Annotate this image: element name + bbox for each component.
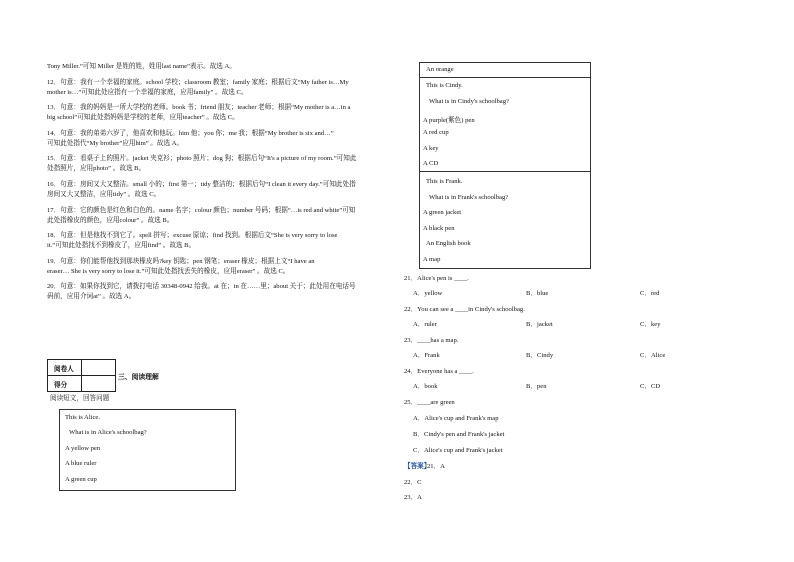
score-label: 得分 [48,376,82,392]
question-option: A．Frank [413,352,440,359]
frank-line: A map [423,256,441,263]
explanation-line: mother is…”可知此处应指有一个幸福的家庭，应用family” 。故选 C。 [47,88,248,96]
answer-line: 23．A [404,494,422,501]
question-option: B．Cindy's pen and Frank's jacket [413,431,505,438]
explanation-line: Tony Miller.”可知 Miller 是姓的姓，姓用last name”表示。故选 A。 [47,63,236,70]
explanation-paragraph [47,78,392,98]
explanation-paragraph [47,129,392,149]
explanation-line: 18．句意：但是他找不到它了。spell 拼写；excuse 原谅；find 找到。根据后文“She is very sorry to lose [47,232,338,240]
reviewer-label: 阅卷人 [48,360,82,376]
explanation-line: it.”可知此处指找不到橡皮了，应用find” 。故选 B。 [47,242,196,250]
box-divider [420,77,590,78]
answer-line: 21．A [427,463,445,470]
explanation-line: eraser… She is very sorry to lose it.”可知此处指找丢失的橡皮，应用eraser” 。故选 C。 [47,267,290,275]
explanation-line: 19．句意：你们能帮他找到那块橡皮吗?key 钥匙；pen 钢笔；eraser 橡皮；根据上文“I have an [47,257,315,265]
box-divider [420,171,590,172]
explanations-column [47,62,392,308]
frank-line: An English book [426,240,471,247]
question-option: C．CD [640,383,661,390]
question-option: C．key [640,321,661,328]
explanation-line: 13．句意：我的妈妈是一所大学校的老师。book 书；friend 朋友；teacher 老师；根据“My mother is a…in a [47,104,351,112]
explanation-line: 15．句意：看桌子上的照片。jacket 夹克衫；photo 照片；dog 狗；根据后句“It's a picture of my room.”可知此 [47,155,357,163]
explanation-line: 可知此处指代“My brother”应用him” 。故选 A。 [47,139,184,147]
reading-instruction: 阅读短文，回答问题 [50,395,110,402]
question-option: B．jacket [526,321,553,328]
question-option: B．Cindy [526,352,554,359]
reviewer-cell [82,360,116,376]
cindy-line: A purple(紫色) pen [423,117,475,124]
explanation-paragraph [47,257,392,277]
score-cell [82,376,116,392]
alice-line: A green cup [65,476,97,483]
explanation-paragraph [47,62,392,72]
alice-line: A blue ruler [65,460,97,467]
explanation-paragraph [47,231,392,251]
cindy-line: This is Cindy. [426,82,463,89]
question-option: A．Alice's cup and Frank's map [413,415,499,422]
answer-line: 22．C [404,479,422,486]
explanation-paragraph [47,103,392,123]
frank-line: This is Frank. [426,178,463,185]
explanation-paragraph [47,206,392,226]
explanation-paragraph [47,154,392,174]
question-option: B．pen [526,383,547,390]
cindy-line: An orange [426,66,454,73]
explanation-line: 20．句意：如果你找到它，请拨打电话 30348-0942 给我。at 在；in 在……里；about 关于；此处用在电话号 [47,283,356,291]
frank-line: A black pen [423,225,455,232]
question-stem: 24．Everyone has a ____. [404,368,474,375]
frank-line: What is in Frank's schoolbag? [429,194,509,201]
cindy-line: A red cup [423,129,449,136]
question-stem: 22．You can see a ____in Cindy's schoolbag. [404,306,525,313]
cindy-line: A key [423,145,439,152]
explanation-paragraph [47,282,392,302]
explanation-line: 12．句意：我有一个幸福的家庭。school 学校；classroom 教室；family 家庭；根据后文“My father is…My [47,78,349,86]
question-stem: 25．____are green [404,399,455,406]
cindy-line: A CD [423,160,439,167]
question-option: B．blue [526,290,549,297]
question-option: C．Alice [640,352,666,359]
explanation-line: 14．句意：我的弟弟六岁了，他喜欢和他玩。him 他；you 你；me 我；根据“My brother is six and…” [47,129,334,137]
question-option: A．book [413,383,438,390]
explanation-line: 16．句意：房间又大又整洁。small 小的；first 第一；tidy 整洁的；根据后句“I clean it every day.”可知此处指 [47,180,356,188]
alice-line: This is Alice. [65,414,100,421]
cindy-frank-passage-box [419,62,591,269]
question-stem: 21．Alice's pen is ____. [404,275,469,282]
question-option: C．Alice's cup and Frank's jacket [413,447,503,454]
explanation-line: 房间又大又整洁，应用tidy” 。故选 C。 [47,190,161,198]
explanation-line: big school”可知此处指妈妈是学校的老师，应用teacher” 。故选 C。 [47,114,239,122]
answer-label: 【答案】 [404,463,431,470]
score-table [47,359,116,392]
explanation-line: 码前，应用介词at” 。故选 A。 [47,293,136,301]
section-title: 三、阅读理解 [118,374,159,381]
question-option: A．yellow [413,290,443,297]
cindy-line: What is in Cindy's schoolbag? [429,98,509,105]
question-option: C．red [640,290,660,297]
explanation-line: 17．句意：它的颜色是红色和白色的。name 名字；colour 颜色；number 号码；根据“…is red and white”可知 [47,206,356,214]
explanation-line: 此处指橡皮的颜色，应用colour” 。故选 B。 [47,216,174,224]
alice-line: What is in Alice's schoolbag? [69,429,147,436]
alice-passage-box [59,409,236,491]
explanation-line: 处指照片，应用photo” 。故选 B。 [47,165,146,173]
frank-line: A green jacket [423,209,462,216]
explanation-paragraph [47,180,392,200]
question-stem: 23．____has a map. [404,337,459,344]
alice-line: A yellow pen [65,445,101,452]
question-option: A．ruler [413,321,437,328]
